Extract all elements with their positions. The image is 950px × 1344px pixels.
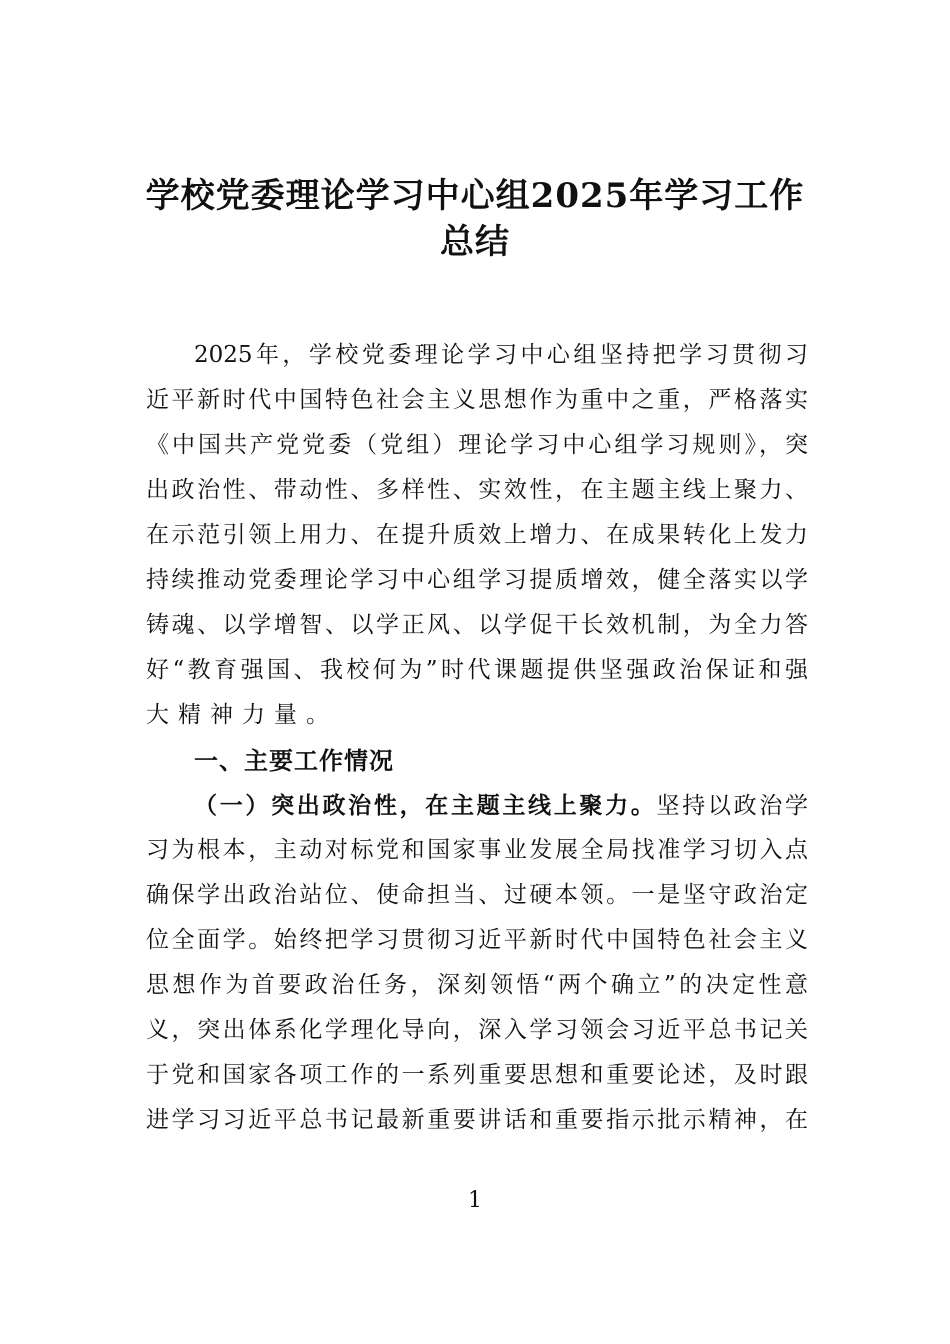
paragraph-line: 确保学出政治站位、使命担当、过硬本领。一是坚守政治定 (146, 882, 808, 908)
paragraph-line: 2025年，学校党委理论学习中心组坚持把学习贯彻习 (194, 342, 808, 368)
paragraph-line: 于党和国家各项工作的一系列重要思想和重要论述，及时跟 (146, 1062, 808, 1088)
paragraph-line: 出政治性、带动性、多样性、实效性，在主题主线上聚力、 (146, 477, 808, 503)
page-number: 1 (468, 1188, 482, 1213)
subsection-lead-rest: 坚持以政治学 (656, 793, 809, 819)
document-title-line-1: 学校党委理论学习中心组2025年学习工作 (145, 176, 805, 216)
subsection-lead: （一）突出政治性，在主题主线上聚力。 (194, 792, 657, 819)
paragraph-line: 铸魂、以学增智、以学正风、以学促干长效机制，为全力答 (146, 612, 808, 638)
document-body (146, 333, 808, 1143)
paragraph-line: 持续推动党委理论学习中心组学习提质增效，健全落实以学 (146, 567, 808, 593)
paragraph-line: 进学习习近平总书记最新重要讲话和重要指示批示精神，在 (146, 1107, 808, 1133)
paragraph-line: 在示范引领上用力、在提升质效上增力、在成果转化上发力 (146, 522, 808, 548)
document-title-line-2: 总结 (440, 222, 510, 262)
paragraph-line: 思想作为首要政治任务，深刻领悟“两个确立”的决定性意 (146, 972, 808, 998)
paragraph-line: 义，突出体系化学理化导向，深入学习领会习近平总书记关 (146, 1017, 808, 1043)
paragraph-line: 大精神力量。 (146, 702, 338, 728)
paragraph-line: 好“教育强国、我校何为”时代课题提供坚强政治保证和强 (146, 657, 808, 683)
paragraph-line: 习为根本，主动对标党和国家事业发展全局找准学习切入点 (146, 837, 808, 863)
paragraph-line: 位全面学。始终把学习贯彻习近平新时代中国特色社会主义 (146, 927, 808, 953)
paragraph-line: 近平新时代中国特色社会主义思想作为重中之重，严格落实 (146, 387, 808, 413)
paragraph-line (146, 783, 808, 828)
paragraph-line: 《中国共产党党委（党组）理论学习中心组学习规则》，突 (146, 432, 808, 458)
section-heading: 一、主要工作情况 (194, 746, 394, 775)
